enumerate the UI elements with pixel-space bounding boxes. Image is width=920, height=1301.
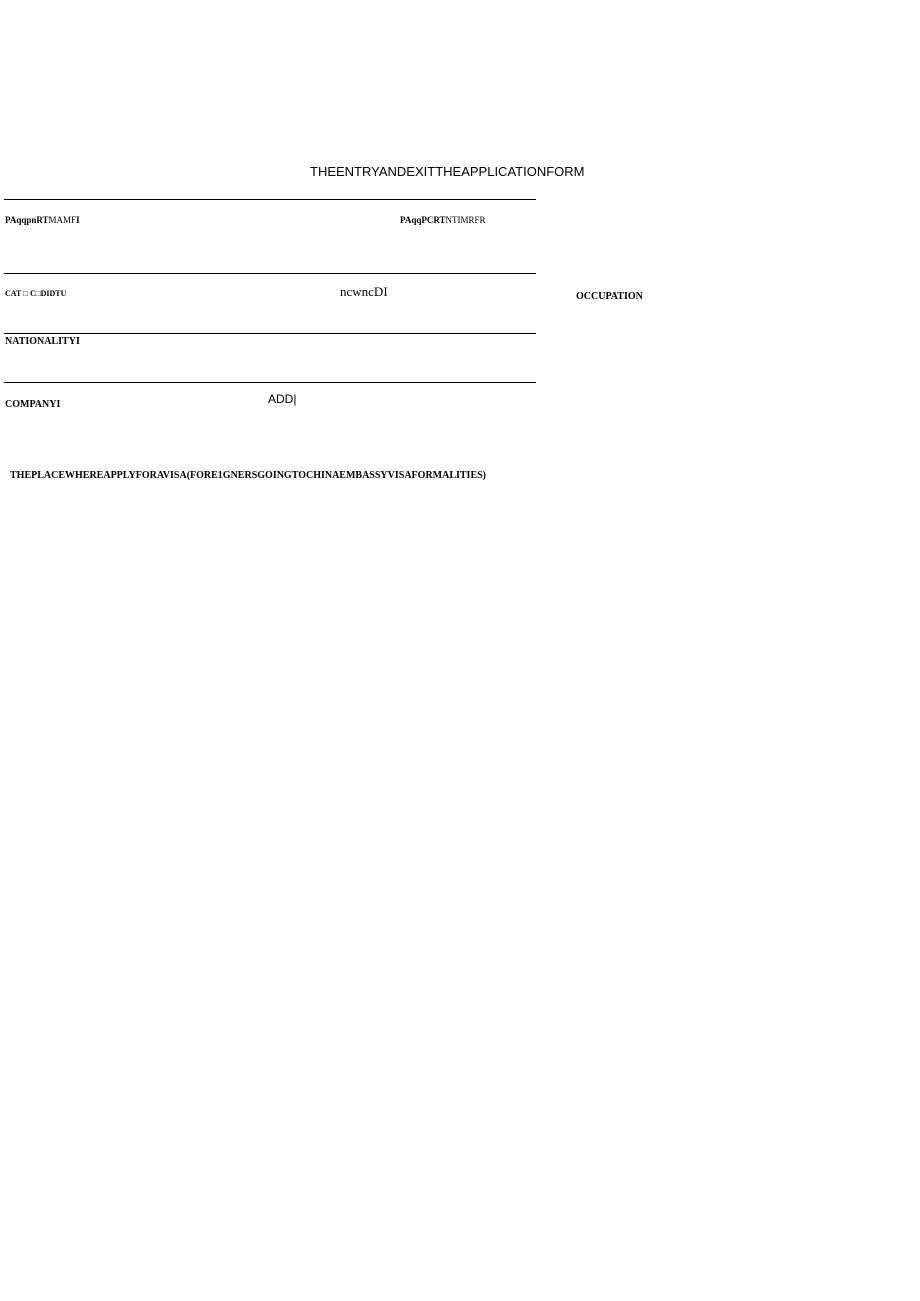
passport-number-label [400,215,486,225]
passport-number-label-bold: PAqqPCRT [400,215,446,225]
passport-name-label-plain: MAMF [48,215,77,225]
category-label: CAT □ C□DIDTU [5,289,67,298]
form-title: THEENTRYANDEXITTHEAPPLICATIONFORM [310,164,585,179]
occupation-label: OCCUPATION [576,291,643,302]
gender-label: ncwncDI [340,284,388,299]
passport-number-label-plain: NTIMRFR [445,215,486,225]
form-rule [4,382,536,383]
company-label: COMPANYI [5,399,61,410]
visa-place-note: THEPLACEWHEREAPPLYFORAVISA(FORE1GNERSGOINGTOCHINAEMBASSYVISAFORMALITIES) [10,470,487,481]
passport-name-label [5,215,80,225]
form-rule [4,333,536,334]
passport-name-label-bold: PAqqpnRT [5,215,49,225]
passport-name-label-suffix: I [76,215,80,225]
form-rule [4,199,536,200]
address-label: ADD| [268,392,297,406]
form-rule [4,273,536,274]
nationality-label: NATIONALITYI [5,336,80,347]
